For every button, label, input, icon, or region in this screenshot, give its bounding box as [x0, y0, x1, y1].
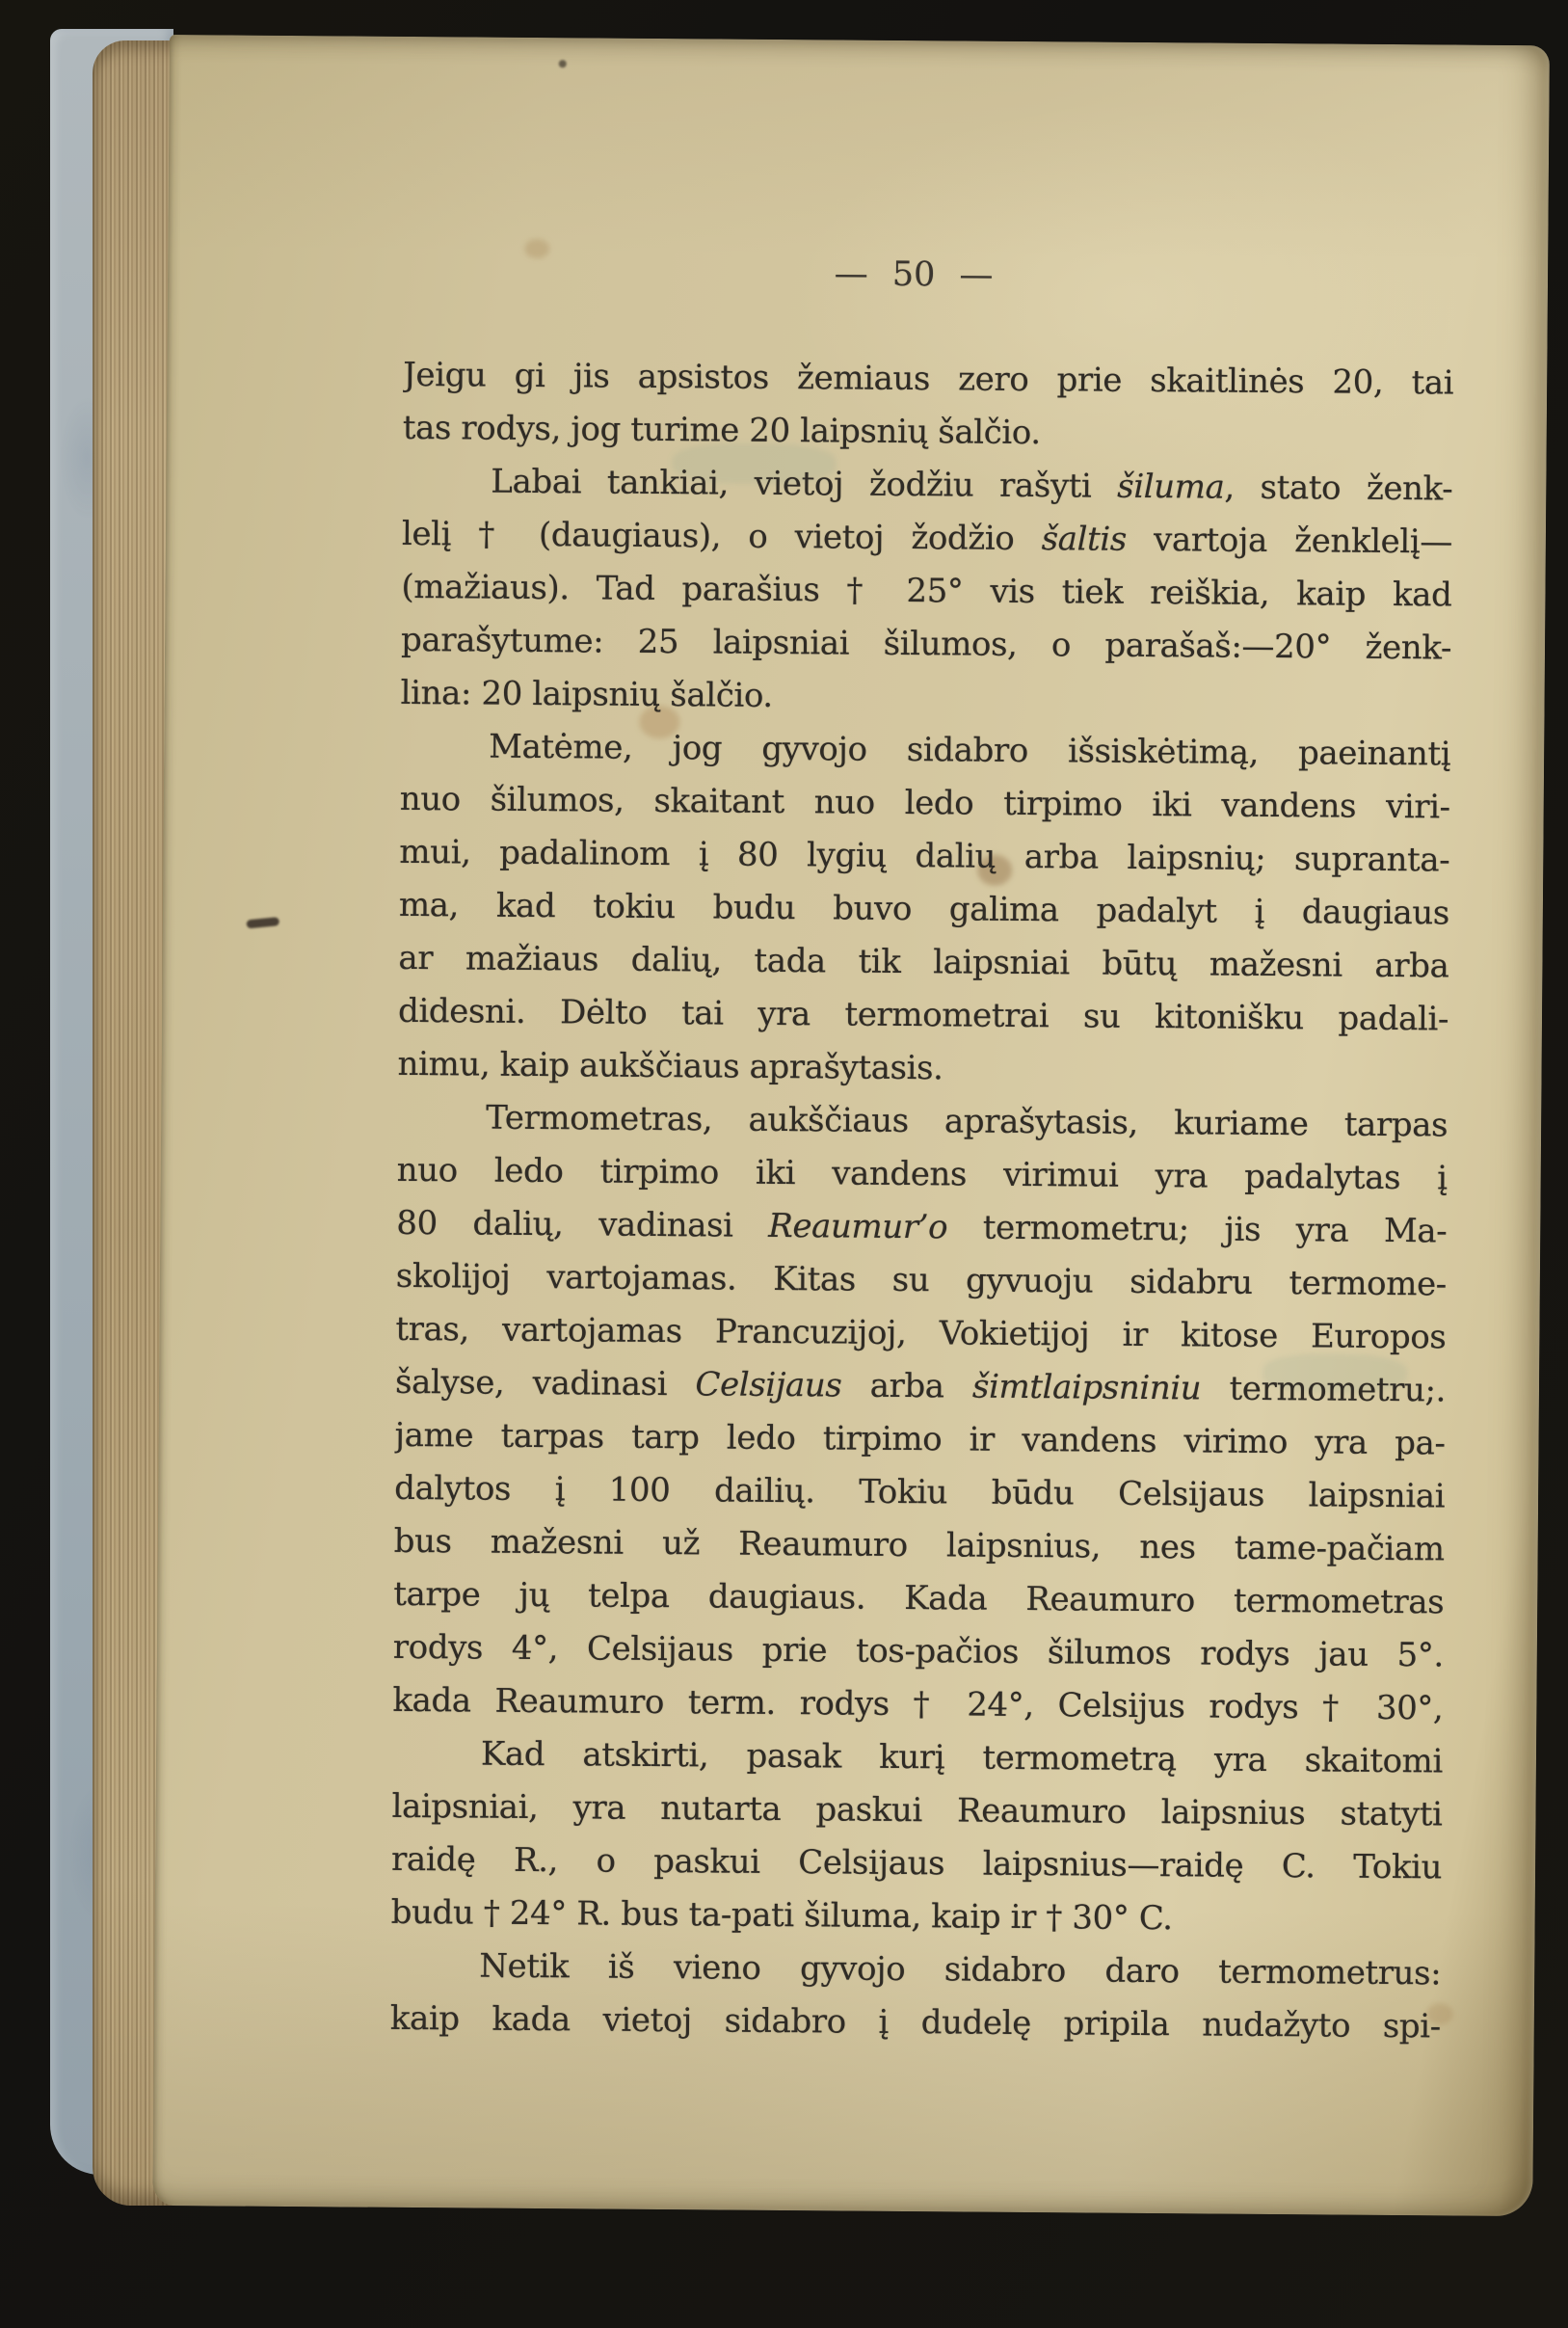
text-line: nimu, kaip aukščiaus aprašytasis.	[397, 1044, 943, 1088]
text-line: tarpe jų telpa daugiaus. Kada Reaumuro termometras	[393, 1574, 1445, 1622]
text-line: nuo ledo tirpimo iki vandens virimui yra padalytas į	[396, 1150, 1448, 1198]
text-line: Kad atskirti, pasak kurį termometrą yra skaitomi	[480, 1734, 1444, 1781]
text-line: parašytume: 25 laipsniai šilumos, o parašaš:—20° ženk-	[400, 620, 1452, 668]
text-line: didesni. Dėlto tai yra termometrai su kitonišku padali-	[397, 991, 1449, 1039]
text-line: raidę R., o paskui Celsijaus laipsnius—raidę C. Tokiu	[390, 1839, 1443, 1887]
text-line: šalyse, vadinasi Celsijaus arba šimtlaipsniniu termometru;.	[394, 1362, 1447, 1410]
text-line: rodys 4°, Celsijaus prie tos-pačios šilumos rodys jau 5°.	[392, 1627, 1444, 1675]
text-line: lina: 20 laipsnių šalčio.	[400, 673, 773, 715]
ink-smudge	[246, 917, 279, 928]
text-line: kaip kada vietoj sidabro į dudelę pripila nudažyto spi-	[389, 1998, 1441, 2047]
text-line: tas rodys, jog turime 20 laipsnių šalčio.	[402, 408, 1041, 453]
text-line: tras, vartojamas Prancuzijoj, Vokietijoj ir kitose Europos	[395, 1309, 1447, 1357]
text-line: jame tarpas tarp ledo tirpimo ir vandens virimo yra pa-	[394, 1415, 1446, 1463]
text-line: Matėme, jog gyvojo sidabro išsiskėtimą, paeinantį	[489, 727, 1451, 774]
text-line: mui, padalinom į 80 lygių dalių arba laipsnių; supranta-	[399, 832, 1450, 880]
text-line: dalytos į 100 dailių. Tokiu būdu Celsijaus laipsniai	[394, 1468, 1446, 1516]
text-line: kada Reaumuro term. rodys † 24°, Celsijus rodys † 30°,	[392, 1680, 1444, 1728]
text-line: Labai tankiai, vietoj žodžiu rašyti šiluma, stato ženk-	[491, 462, 1453, 509]
text-line: laipsniai, yra nutarta paskui Reaumuro laipsnius statyti	[391, 1786, 1443, 1834]
text-line: (mažiaus). Tad parašius † 25° vis tiek reiškia, kaip kad	[401, 567, 1452, 615]
text-line: Netik iš vieno gyvojo sidabro daro termometrus:	[479, 1946, 1442, 1994]
text-line: ar mažiaus dalių, tada tik laipsniai būtų mažesni arba	[398, 938, 1449, 986]
page-number: — 50 —	[834, 254, 994, 295]
text-line: Termometras, aukščiaus aprašytasis, kuriame tarpas	[486, 1098, 1448, 1145]
text-line: budu † 24° R. bus ta-pati šiluma, kaip ir † 30° C.	[390, 1892, 1173, 1939]
text-line: ma, kad tokiu budu buvo galima padalyt į daugiaus	[398, 885, 1450, 933]
book-page	[152, 35, 1550, 2216]
text-line: skolijoj vartojamas. Kitas su gyvuoju sidabru termome-	[395, 1256, 1448, 1304]
text-line: lelį † (daugiaus), o vietoj žodžio šaltis vartoja ženklelį—	[401, 514, 1453, 562]
text-line: bus mažesni už Reaumuro laipsnius, nes tame-pačiam	[393, 1521, 1445, 1569]
text-line: 80 dalių, vadinasi Reaumur’o termometru; jis yra Ma-	[396, 1203, 1448, 1251]
paper-speck	[559, 60, 567, 67]
text-line: nuo šilumos, skaitant nuo ledo tirpimo iki vandens viri-	[399, 779, 1450, 827]
text-line: Jeigu gi jis apsistos žemiaus zero prie skaitlinės 20, tai	[403, 355, 1454, 403]
page-text	[390, 349, 1454, 2054]
